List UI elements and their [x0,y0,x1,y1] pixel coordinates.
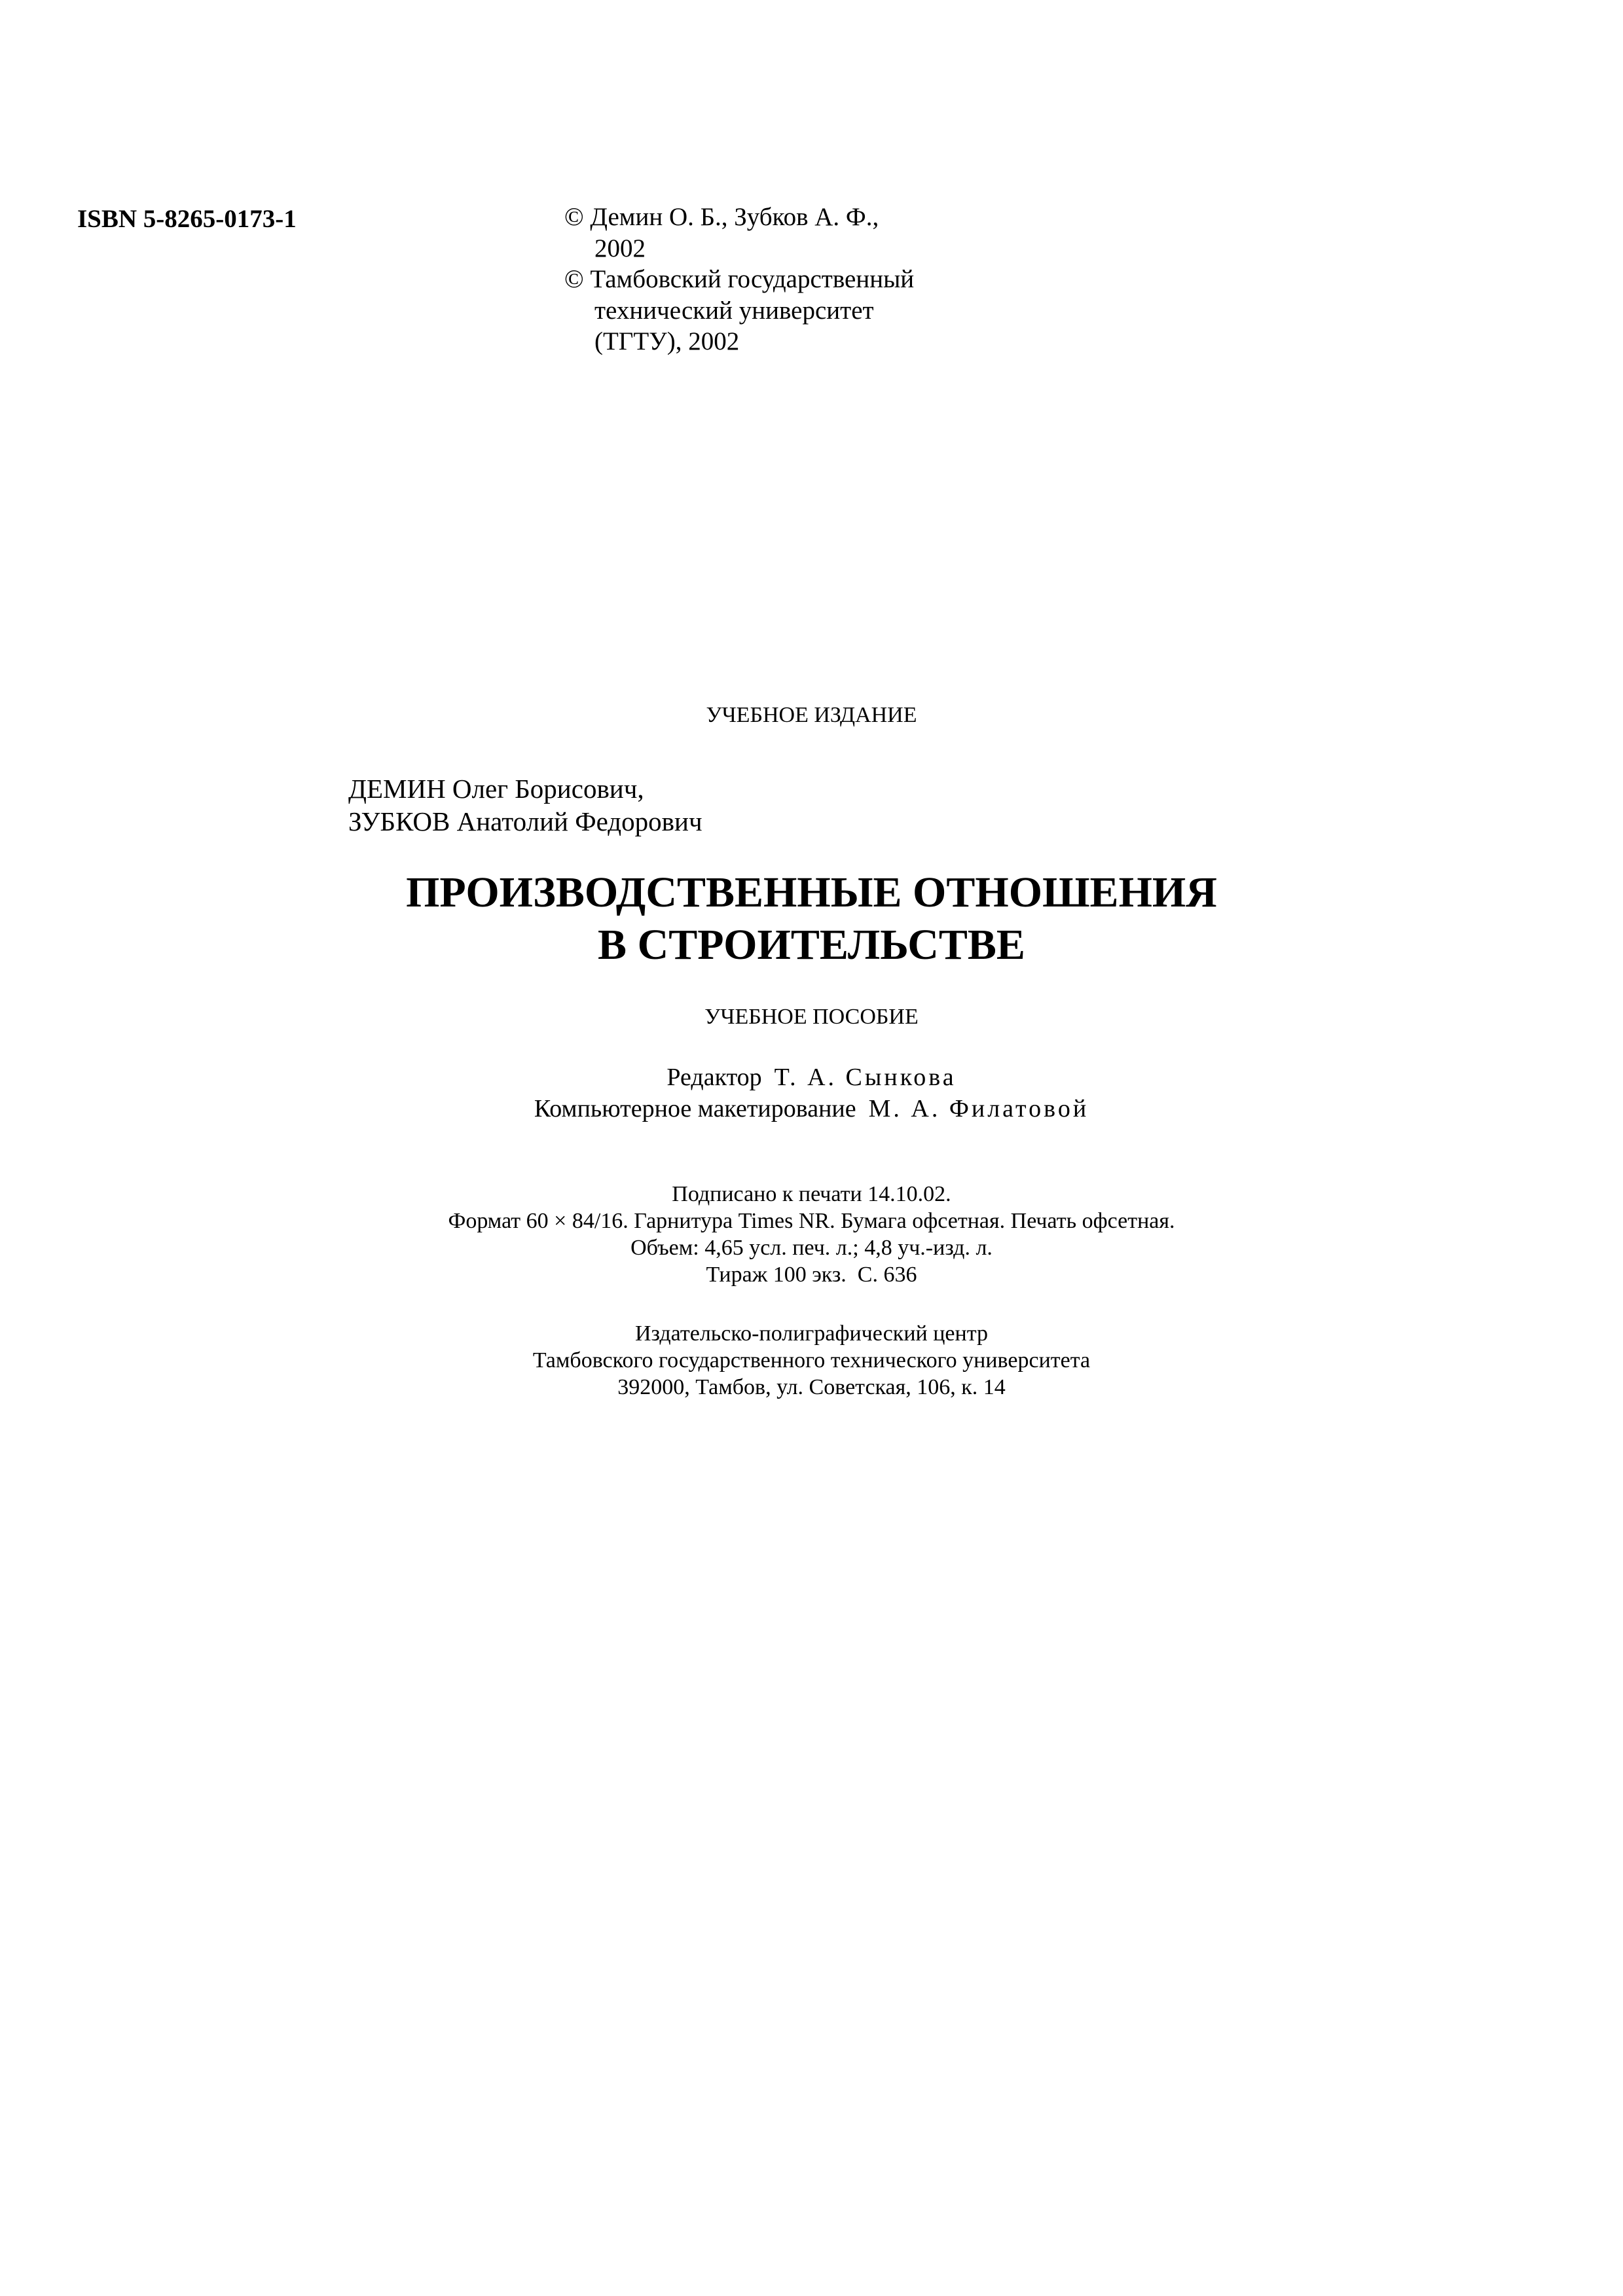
publisher-block [0,1320,1623,1401]
editors-block [0,1062,1623,1124]
authors [348,772,702,838]
editor-line [0,1062,1623,1093]
print-info-line: Формат 60 × 84/16. Гарнитура Times NR. Бумага офсетная. Печать офсетная. [448,1209,1175,1233]
print-info-line: Тираж 100 экз. С. 636 [706,1263,917,1287]
layout-editor-line [0,1093,1623,1124]
layout-label: Компьютерное макетирование [534,1095,856,1122]
layout-name: М. А. Филатовой [868,1095,1089,1122]
print-info-line: Подписано к печати 14.10.02. [672,1182,951,1206]
copyright-line: 2002 [594,234,646,262]
book-title [0,867,1623,971]
copyright-line: (ТГТУ), 2002 [594,327,740,355]
author-name: ДЕМИН Олег Борисович, [348,774,644,804]
publisher-address: 392000, Тамбов, ул. Советская, 106, к. 14 [617,1375,1006,1399]
publisher-line: Тамбовского государственного технического университета [532,1348,1091,1372]
book-subtitle: УЧЕБНОЕ ПОСОБИЕ [704,1005,919,1029]
edition-type: УЧЕБНОЕ ИЗДАНИЕ [706,703,917,727]
editor-label: Редактор [666,1064,762,1091]
isbn-number: ISBN 5-8265-0173-1 [77,205,297,233]
copyright-line: технический университет [594,296,874,325]
print-info-line: Объем: 4,65 усл. печ. л.; 4,8 уч.-изд. л. [630,1236,993,1260]
editor-name: Т. А. Сынкова [774,1064,957,1091]
print-info-block [0,1181,1623,1288]
title-line: ПРОИЗВОДСТВЕННЫЕ ОТНОШЕНИЯ [406,869,1217,916]
copyright-line: © Тамбовский государственный [564,265,915,293]
author-name: ЗУБКОВ Анатолий Федорович [348,806,702,836]
title-line: В СТРОИТЕЛЬСТВЕ [598,921,1025,969]
copyright-line: © Демин О. Б., Зубков А. Ф., [564,203,879,231]
copyright-block [564,202,914,357]
publisher-line: Издательско-полиграфический центр [635,1321,988,1346]
